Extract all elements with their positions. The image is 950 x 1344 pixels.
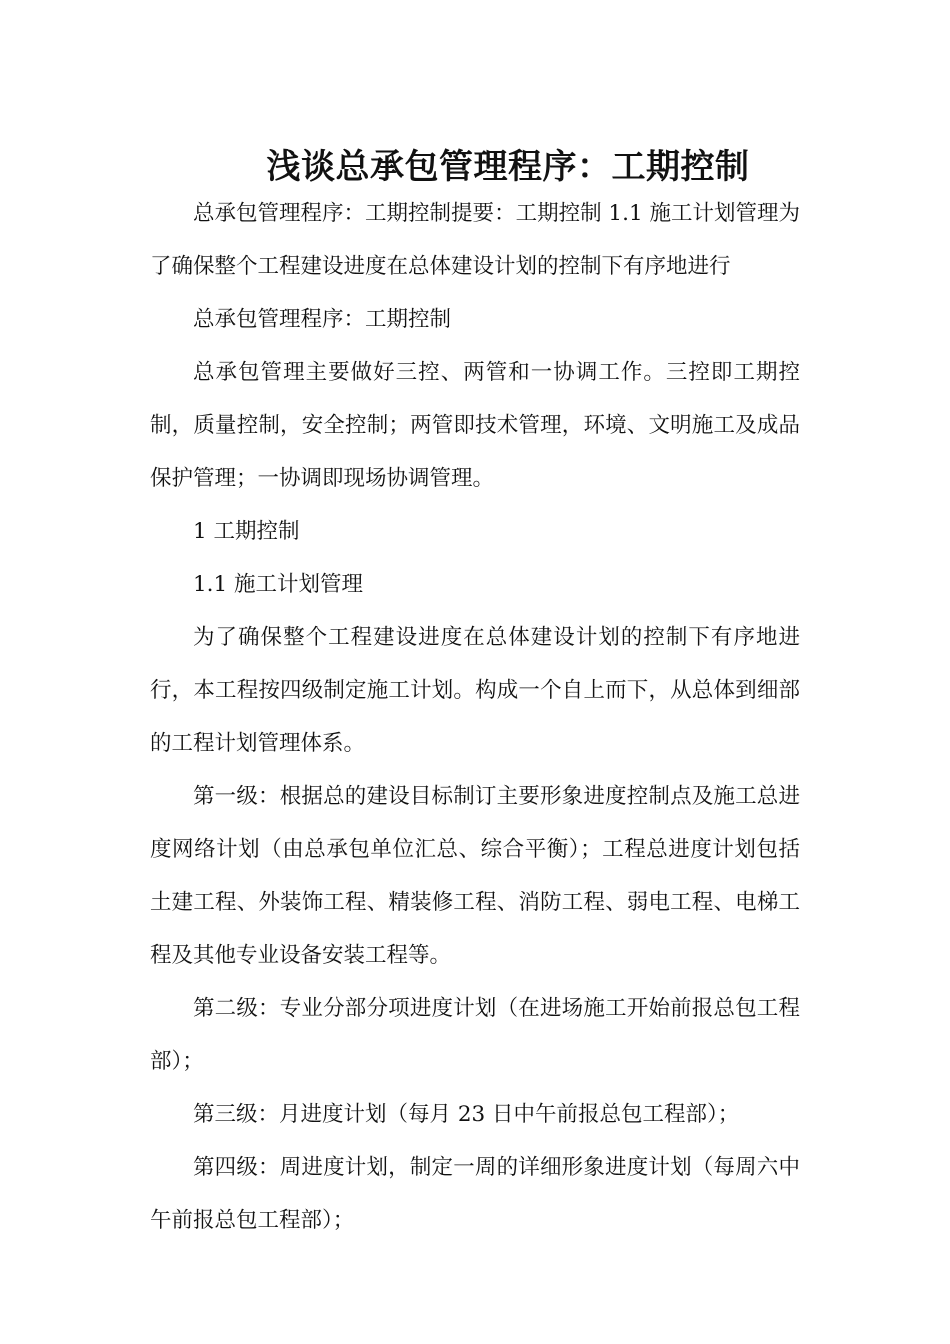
section-heading-1: 1 工期控制 <box>193 519 300 544</box>
level-three-paragraph: 第三级：月进度计划（每月 23 日中午前报总包工程部）； <box>193 1102 740 1127</box>
subtitle-paragraph: 总承包管理程序：工期控制 <box>193 307 452 332</box>
level-one-paragraph: 第一级：根据总的建设目标制订主要形象进度控制点及施工总进度网络计划（由总承包单位汇总、综合平衡）；工程总进度计划包括土建工程、外装饰工程、精装修工程、消防工程、弱电工程、电梯工程及其他专业设备安装工程等。 <box>150 784 800 968</box>
document-title: 浅谈总承包管理程序：工期控制 <box>266 146 750 187</box>
level-four-paragraph: 第四级：周进度计划，制定一周的详细形象进度计划（每周六中午前报总包工程部）； <box>150 1155 800 1233</box>
summary-paragraph: 总承包管理程序：工期控制提要：工期控制 1.1 施工计划管理为了确保整个工程建设进度在总体建设计划的控制下有序地进行 <box>150 201 800 279</box>
overview-paragraph: 总承包管理主要做好三控、两管和一协调工作。三控即工期控制，质量控制，安全控制；两管即技术管理，环境、文明施工及成品保护管理；一协调即现场协调管理。 <box>150 360 800 491</box>
level-two-paragraph: 第二级：专业分部分项进度计划（在进场施工开始前报总包工程部）； <box>150 996 800 1074</box>
section-heading-1-1: 1.1 施工计划管理 <box>193 572 364 597</box>
document-body <box>150 187 800 1247</box>
plan-system-paragraph: 为了确保整个工程建设进度在总体建设计划的控制下有序地进行，本工程按四级制定施工计划。构成一个自上而下，从总体到细部的工程计划管理体系。 <box>150 625 800 756</box>
